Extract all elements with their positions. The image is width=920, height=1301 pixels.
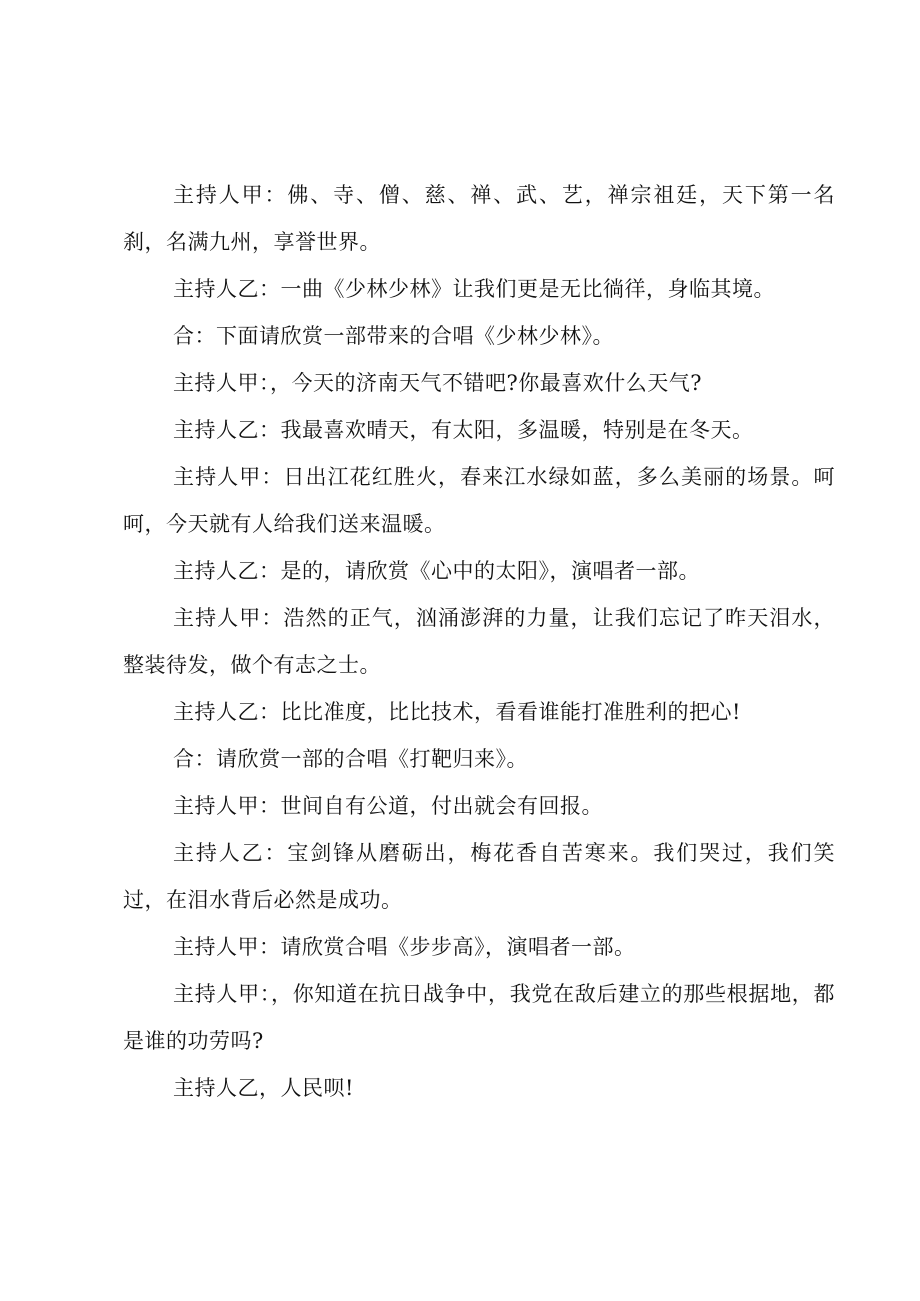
paragraph: 主持人乙：我最喜欢晴天，有太阳，多温暖，特别是在冬天。: [173, 418, 754, 442]
paragraph: 主持人甲：日出江花红胜火，春来江水绿如蓝，多么美丽的场景。呵呵，今天就有人给我们送来温暖。: [123, 465, 835, 536]
paragraph: 主持人乙：宝剑锋从磨砺出，梅花香自苦寒来。我们哭过，我们笑过，在泪水背后必然是成功。: [123, 841, 835, 912]
paragraph: 主持人乙，人民呗!: [173, 1076, 354, 1100]
paragraph: 主持人甲：请欣赏合唱《步步高》，演唱者一部。: [173, 935, 636, 959]
paragraph: 合：请欣赏一部的合唱《打靶归来》。: [173, 747, 528, 771]
paragraph: 主持人甲：佛、寺、僧、慈、禅、武、艺，禅宗祖廷，天下第一名刹，名满九州，享誉世界。: [123, 183, 835, 254]
paragraph: 主持人甲：浩然的正气，汹涌澎湃的力量，让我们忘记了昨天泪水，整装待发，做个有志之士。: [123, 606, 835, 677]
paragraph: 主持人甲：世间自有公道，付出就会有回报。: [173, 794, 603, 818]
paragraph: 主持人甲：，你知道在抗日战争中，我党在敌后建立的那些根据地，都是谁的功劳吗?: [123, 982, 835, 1053]
document-body: [123, 172, 835, 1112]
paragraph: 合：下面请欣赏一部带来的合唱《少林少林》。: [173, 324, 614, 348]
paragraph: 主持人乙：比比准度，比比技术，看看谁能打准胜利的把心!: [173, 700, 741, 724]
paragraph: 主持人乙：一曲《少林少林》让我们更是无比徜徉，身临其境。: [173, 277, 775, 301]
paragraph: 主持人乙：是的，请欣赏《心中的太阳》，演唱者一部。: [173, 559, 700, 583]
paragraph: 主持人甲：，今天的济南天气不错吧?你最喜欢什么天气?: [173, 371, 703, 395]
